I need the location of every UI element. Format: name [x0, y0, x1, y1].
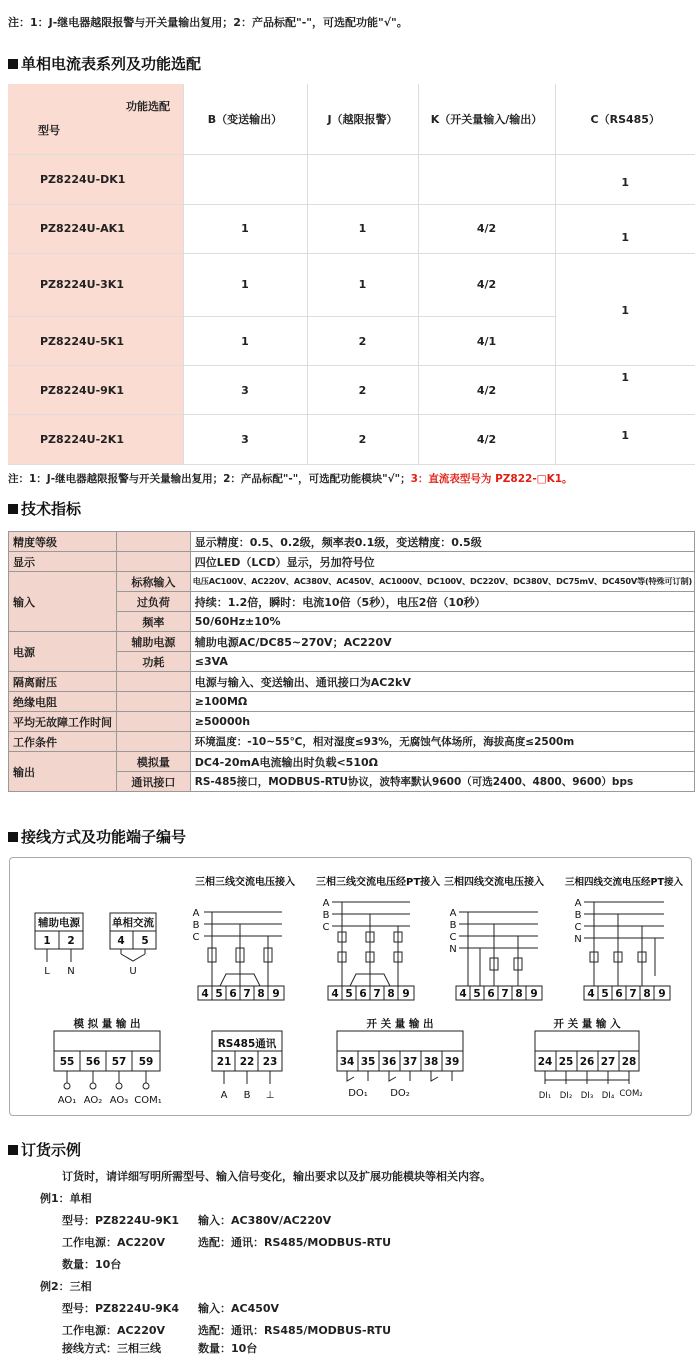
cell: 3: [183, 415, 307, 465]
terminal-num: 7: [373, 988, 381, 1000]
terminal-label: DI₁: [538, 1091, 552, 1101]
spec-table: [8, 531, 695, 792]
digital-output-label: 开 关 量 输 出: [366, 1018, 434, 1030]
table-row: [8, 415, 695, 465]
terminal-num: 6: [615, 988, 623, 1000]
phase-label: B: [322, 910, 330, 921]
spec-label: 平均无故障工作时间: [9, 712, 117, 732]
order-example-title: 例1：单相: [40, 1192, 92, 1205]
terminal-label: U: [129, 966, 137, 977]
phase-label: A: [322, 898, 330, 909]
terminal-num: 8: [257, 988, 265, 1000]
terminal-num: 7: [501, 988, 509, 1000]
terminal-num: 39: [444, 1056, 460, 1068]
table-row: [8, 253, 695, 317]
spec-label: 绝缘电阻: [9, 692, 117, 712]
phase-label: N: [574, 934, 582, 945]
cell: 4/2: [418, 204, 555, 253]
terminal-num: 5: [345, 988, 353, 1000]
terminal-label: B: [243, 1090, 251, 1101]
terminal-num: 37: [402, 1056, 418, 1068]
spec-label: 隔离耐压: [9, 672, 117, 692]
wiring-diagram-panel: [9, 857, 692, 1116]
cell: 2: [307, 415, 418, 465]
order-line: 输入：AC450V: [198, 1302, 280, 1315]
terminal-num: 9: [658, 988, 666, 1000]
cell: 1: [555, 366, 695, 415]
terminal-num: 24: [537, 1056, 553, 1068]
model-cell: PZ8224U-AK1: [8, 204, 183, 253]
phase-label: C: [192, 932, 200, 943]
terminal-label: COM₂: [619, 1089, 643, 1099]
cell: 2: [307, 366, 418, 415]
spec-value: 辅助电源AC/DC85~270V；AC220V: [190, 632, 694, 652]
terminal-num: 59: [138, 1056, 154, 1068]
section-title-spec: [8, 498, 81, 519]
section-title-wiring: [8, 826, 186, 847]
cell: 2: [307, 317, 418, 366]
terminal-label: AO₃: [109, 1095, 129, 1106]
cell: 1: [307, 253, 418, 317]
rs485-label: RS485通讯: [217, 1038, 277, 1050]
spec-sublabel: 频率: [117, 612, 191, 632]
order-line: 选配：通讯：RS485/MODBUS-RTU: [198, 1324, 392, 1337]
terminal-num: 4: [459, 988, 467, 1000]
table-row: [8, 154, 695, 204]
terminal-num: 6: [487, 988, 495, 1000]
cell: 1: [555, 253, 695, 317]
spec-label: 精度等级: [9, 532, 117, 552]
phase-label: B: [449, 920, 457, 931]
col-header-b: B（变送输出）: [183, 84, 307, 154]
cell: 1: [307, 204, 418, 253]
terminal-num: 5: [215, 988, 223, 1000]
terminal-num: 2: [67, 935, 75, 947]
phase-label: A: [449, 908, 457, 919]
spec-value: 显示精度：0.5、0.2级，频率表0.1级，变送精度：0.5级: [190, 532, 694, 552]
terminal-label: AO₂: [83, 1095, 103, 1106]
spec-sublabel: 通讯接口: [117, 772, 191, 792]
terminal-num: 7: [629, 988, 637, 1000]
terminal-label: DO₂: [390, 1088, 410, 1099]
order-line: 数量：10台: [198, 1342, 258, 1355]
terminal-label: DI₄: [601, 1091, 615, 1101]
function-table: [8, 84, 695, 465]
col-header-k: K（开关量输入/输出）: [418, 84, 555, 154]
phase-label: C: [449, 932, 457, 943]
terminal-label: ⊥: [265, 1090, 275, 1101]
order-line: 选配：通讯：RS485/MODBUS-RTU: [198, 1236, 392, 1249]
table-row: [8, 204, 695, 253]
header-corner: [8, 84, 183, 154]
diagram-title: 三相三线交流电压接入: [195, 877, 295, 888]
terminal-num: 36: [381, 1056, 397, 1068]
model-cell: PZ8224U-5K1: [8, 317, 183, 366]
terminal-num: 5: [141, 935, 149, 947]
terminal-num: 21: [216, 1056, 232, 1068]
cell: 4/1: [418, 317, 555, 366]
phase-label: A: [192, 908, 200, 919]
col-header-j: J（越限报警）: [307, 84, 418, 154]
spec-label: 输入: [9, 572, 117, 632]
diagram-title: 三相三线交流电压经PT接入: [316, 877, 441, 888]
model-header: 型号: [38, 124, 60, 137]
spec-label: 电源: [9, 632, 117, 672]
terminal-num: 6: [229, 988, 237, 1000]
spec-value: ≤3VA: [190, 652, 694, 672]
terminal-num: 8: [643, 988, 651, 1000]
spec-value: ≥100MΩ: [190, 692, 694, 712]
spec-value: 电源与输入、变送输出、通讯接口为AC2kV: [190, 672, 694, 692]
col-header-c: C（RS485）: [555, 84, 695, 154]
phase-label: C: [322, 922, 330, 933]
terminal-num: 9: [272, 988, 280, 1000]
func-header: 功能选配: [126, 100, 170, 113]
spec-sublabel: 辅助电源: [117, 632, 191, 652]
cell: 1: [555, 415, 695, 465]
terminal-label: DI₃: [580, 1091, 594, 1101]
cell: 1: [183, 253, 307, 317]
section-title-text: 接线方式及功能端子编号: [21, 828, 187, 846]
terminal-num: 22: [239, 1056, 255, 1068]
terminal-num: 4: [331, 988, 339, 1000]
cell: 1: [555, 154, 695, 204]
terminal-label: AO₁: [57, 1095, 77, 1106]
terminal-num: 7: [243, 988, 251, 1000]
terminal-label: N: [67, 966, 75, 977]
spec-value: 电压AC100V、AC220V、AC380V、AC450V、AC1000V、DC100V、DC220V、DC380V、DC75mV、DC450V等(特殊可订制): [190, 572, 694, 592]
spec-value: 四位LED（LCD）显示，另加符号位: [190, 552, 694, 572]
section-title-function: [8, 53, 201, 74]
order-line: 工作电源：AC220V: [62, 1324, 166, 1337]
cell: [418, 154, 555, 204]
terminal-label: DI₂: [559, 1091, 573, 1101]
terminal-num: 1: [43, 935, 51, 947]
section-title-text: 技术指标: [21, 500, 82, 518]
model-cell: PZ8224U-2K1: [8, 415, 183, 465]
model-cell: PZ8224U-DK1: [8, 154, 183, 204]
single-phase-label: 单相交流: [112, 917, 154, 929]
terminal-num: 25: [558, 1056, 574, 1068]
footnote: [8, 471, 573, 486]
spec-label: 显示: [9, 552, 117, 572]
table-row: [8, 317, 695, 366]
spec-value: RS-485接口，MODBUS-RTU协议，波特率默认9600（可选2400、4800、9600）bps: [190, 772, 694, 792]
terminal-num: 4: [201, 988, 209, 1000]
spec-sublabel: 模拟量: [117, 752, 191, 772]
spec-label: 工作条件: [9, 732, 117, 752]
section-title-text: 订货示例: [21, 1141, 82, 1159]
cell: 1: [555, 204, 695, 253]
order-line: 型号：PZ8224U-9K4: [62, 1302, 179, 1315]
cell: 4/2: [418, 415, 555, 465]
spec-value: ≥50000h: [190, 712, 694, 732]
terminal-num: 6: [359, 988, 367, 1000]
terminal-num: 28: [621, 1056, 637, 1068]
terminal-num: 57: [111, 1056, 127, 1068]
cell: 4/2: [418, 253, 555, 317]
footnote-red: 3：直流表型号为 PZ822-□K1。: [410, 473, 573, 485]
phase-label: N: [449, 944, 457, 955]
analog-output-label: 模 拟 量 输 出: [73, 1018, 141, 1030]
cell: [555, 317, 695, 366]
terminal-num: 27: [600, 1056, 616, 1068]
model-cell: PZ8224U-9K1: [8, 366, 183, 415]
order-line: 接线方式：三相三线: [62, 1342, 161, 1355]
top-note: 注：1：J-继电器越限报警与开关量输出复用；2：产品标配"-"，可选配功能"√"。: [8, 16, 408, 29]
order-line: 工作电源：AC220V: [62, 1236, 166, 1249]
cell: 4/2: [418, 366, 555, 415]
phase-label: C: [574, 922, 582, 933]
spec-value: 环境温度：-10~55℃，相对湿度≤93%，无腐蚀气体场所，海拔高度≤2500m: [190, 732, 694, 752]
section-title-text: 单相电流表系列及功能选配: [21, 55, 202, 73]
digital-input-label: 开 关 量 输 入: [553, 1018, 621, 1030]
terminal-num: 4: [587, 988, 595, 1000]
table-row: [8, 366, 695, 415]
aux-power-label: 辅助电源: [38, 917, 80, 929]
cell: 3: [183, 366, 307, 415]
phase-label: A: [574, 898, 582, 909]
order-line: 型号：PZ8224U-9K1: [62, 1214, 179, 1227]
cell: [183, 154, 307, 204]
order-line: 输入：AC380V/AC220V: [198, 1214, 332, 1227]
spec-sublabel: 过负荷: [117, 592, 191, 612]
terminal-num: 34: [339, 1056, 355, 1068]
spec-label: 输出: [9, 752, 117, 792]
section-title-order: [8, 1139, 81, 1160]
diagram-title: 三相四线交流电压经PT接入: [565, 877, 683, 888]
phase-label: B: [574, 910, 582, 921]
terminal-label: DO₁: [348, 1088, 368, 1099]
terminal-num: 23: [262, 1056, 278, 1068]
spec-sublabel: 标称输入: [117, 572, 191, 592]
order-line: 数量：10台: [62, 1258, 122, 1271]
terminal-num: 9: [402, 988, 410, 1000]
cell: 1: [183, 204, 307, 253]
terminal-num: 35: [360, 1056, 376, 1068]
terminal-num: 8: [515, 988, 523, 1000]
wiring-diagram: [10, 858, 693, 1117]
terminal-label: COM₁: [134, 1095, 162, 1106]
terminal-num: 5: [473, 988, 481, 1000]
phase-label: B: [192, 920, 200, 931]
spec-value: DC4-20mA电流输出时负载<510Ω: [190, 752, 694, 772]
model-cell: PZ8224U-3K1: [8, 253, 183, 317]
spec-value: 持续：1.2倍，瞬时：电流10倍（5秒），电压2倍（10秒）: [190, 592, 694, 612]
order-intro: 订货时，请详细写明所需型号、输入信号变化，输出要求以及扩展功能模块等相关内容。: [62, 1170, 491, 1183]
terminal-num: 56: [85, 1056, 101, 1068]
order-example-title: 例2：三相: [40, 1280, 92, 1293]
diagram-title: 三相四线交流电压接入: [444, 877, 544, 888]
terminal-label: A: [220, 1090, 228, 1101]
spec-value: 50/60Hz±10%: [190, 612, 694, 632]
cell: 1: [183, 317, 307, 366]
terminal-num: 26: [579, 1056, 595, 1068]
terminal-num: 4: [117, 935, 125, 947]
cell: [307, 154, 418, 204]
terminal-num: 5: [601, 988, 609, 1000]
terminal-label: L: [44, 966, 50, 977]
terminal-num: 38: [423, 1056, 439, 1068]
spec-sublabel: 功耗: [117, 652, 191, 672]
terminal-num: 9: [530, 988, 538, 1000]
terminal-num: 55: [59, 1056, 75, 1068]
terminal-num: 8: [387, 988, 395, 1000]
footnote-black: 注：1：J-继电器越限报警与开关量输出复用；2：产品标配"-"，可选配功能模块"√"；: [8, 473, 411, 485]
